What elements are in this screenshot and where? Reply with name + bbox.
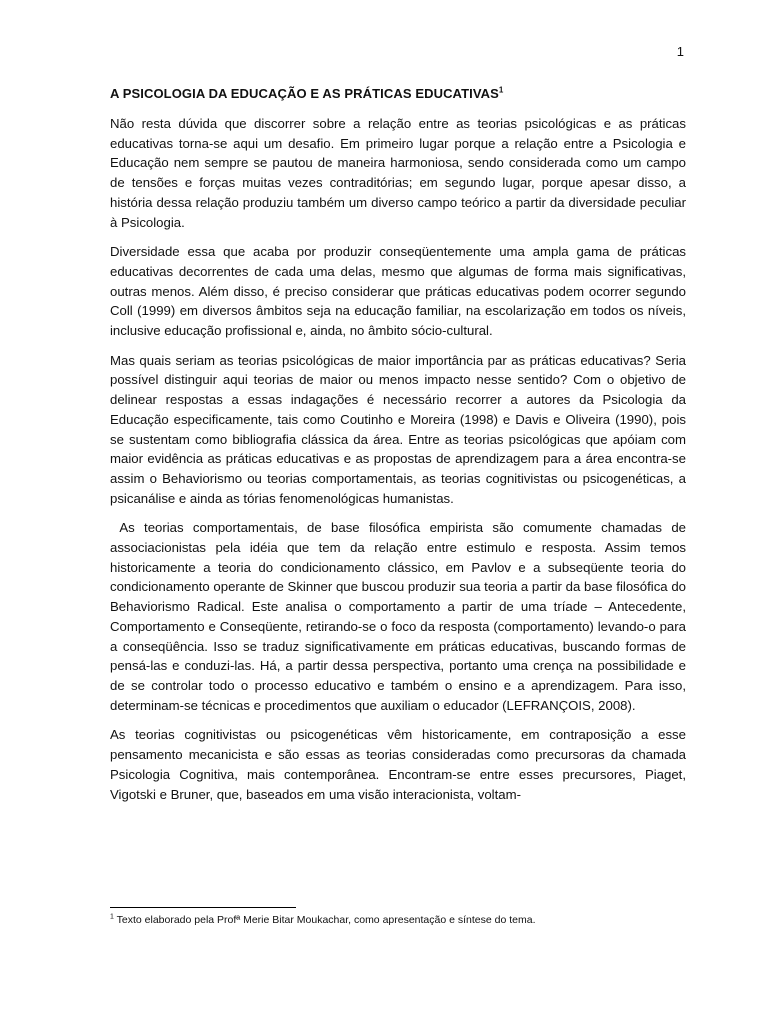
footnote-text: Texto elaborado pela Profª Merie Bitar Moukachar, como apresentação e síntese do tema. (113, 914, 536, 926)
title-footnote-ref: 1 (498, 85, 504, 95)
paragraph-5: As teorias cognitivistas ou psicogenéticas vêm historicamente, em contraposição a esse pensamento mecanicista e são essas as teorias consideradas como precursoras da chamada Psicologia Cognitiva, mais contemporânea. Encontram-se entre esses precursores, Piaget, Vigotski e Bruner, que, baseados em uma visão interacionista, voltam- (110, 727, 686, 802)
title-text: A PSICOLOGIA DA EDUCAÇÃO E AS PRÁTICAS EDUCATIVAS (110, 86, 499, 101)
footnote-ref: 1 (110, 913, 114, 921)
footnote-separator (110, 907, 296, 908)
footnote (110, 913, 536, 927)
paragraph-3: Mas quais seriam as teorias psicológicas de maior importância par as práticas educativas? Seria possível distinguir aqui teorias de maior ou menos impacto nesse sentido? Com o objetivo de delinear respostas a essas indagações é necessário recorrer a autores da Psicologia da Educação especificamente, tais como Coutinho e Moreira (1998) e Davis e Oliveira (1990), pois se sustentam como bibliografia clássica da área. Entre as teorias psicológicas que apóiam com maior evidência as práticas educativas e as propostas de aprendizagem para a área encontra-se assim o Behaviorismo ou teorias comportamentais, as teorias cognitivistas ou psicogenéticas, a psicanálise e ainda as tórias fenomenológicas humanistas. (110, 352, 686, 506)
paragraph-4: As teorias comportamentais, de base filosófica empirista são comumente chamadas de associacionistas pela idéia que tem da relação entre estimulo e resposta. Assim temos historicamente a teoria do condicionamento clássico, em Pavlov e a subseqüente teoria do condicionamento operante de Skinner que buscou produzir sua teoria a partir da base filosófica do Behaviorismo Radical. Este analisa o comportamento a partir de uma tríade – Antecedente, Comportamento e Conseqüente, retirando-se o foco da resposta (comportamento) levando-o para a conseqüência. Isso se traduz significativamente em práticas educativas, buscando formas de pensá-las e conduzi-las. Há, a partir dessa perspectiva, portanto uma crença na possibilidade e de se controlar todo o processo educativo e também o ensino e a aprendizagem. Para isso, determinam-se técnicas e procedimentos que auxiliam o educador (LEFRANÇOIS, 2008). (110, 520, 690, 713)
paragraph-1: Não resta dúvida que discorrer sobre a relação entre as teorias psicológicas e as práticas educativas torna-se aqui um desafio. Em primeiro lugar porque a relação entre a Psicologia e Educação nem sempre se pautou de maneira harmoniosa, sendo considerada como um campo de tensões e forças muitas vezes contraditórias; em segundo lugar, porque apesar disso, a história dessa relação produziu também um diverso campo teórico a partir da diversidade peculiar à Psicologia. (110, 116, 686, 230)
document-body (110, 84, 690, 814)
page-number: 1 (676, 44, 684, 59)
document-title (110, 84, 686, 104)
paragraph-2: Diversidade essa que acaba por produzir conseqüentemente uma ampla gama de práticas educativas decorrentes de cada uma delas, mesmo que algumas de forma mais significativas, outras menos. Além disso, é preciso considerar que práticas educativas podem ocorrer segundo Coll (1999) em diversos âmbitos seja na educação familiar, na escolarização em todos os níveis, inclusive educação profissional e, ainda, no âmbito sócio-cultural. (110, 244, 686, 339)
